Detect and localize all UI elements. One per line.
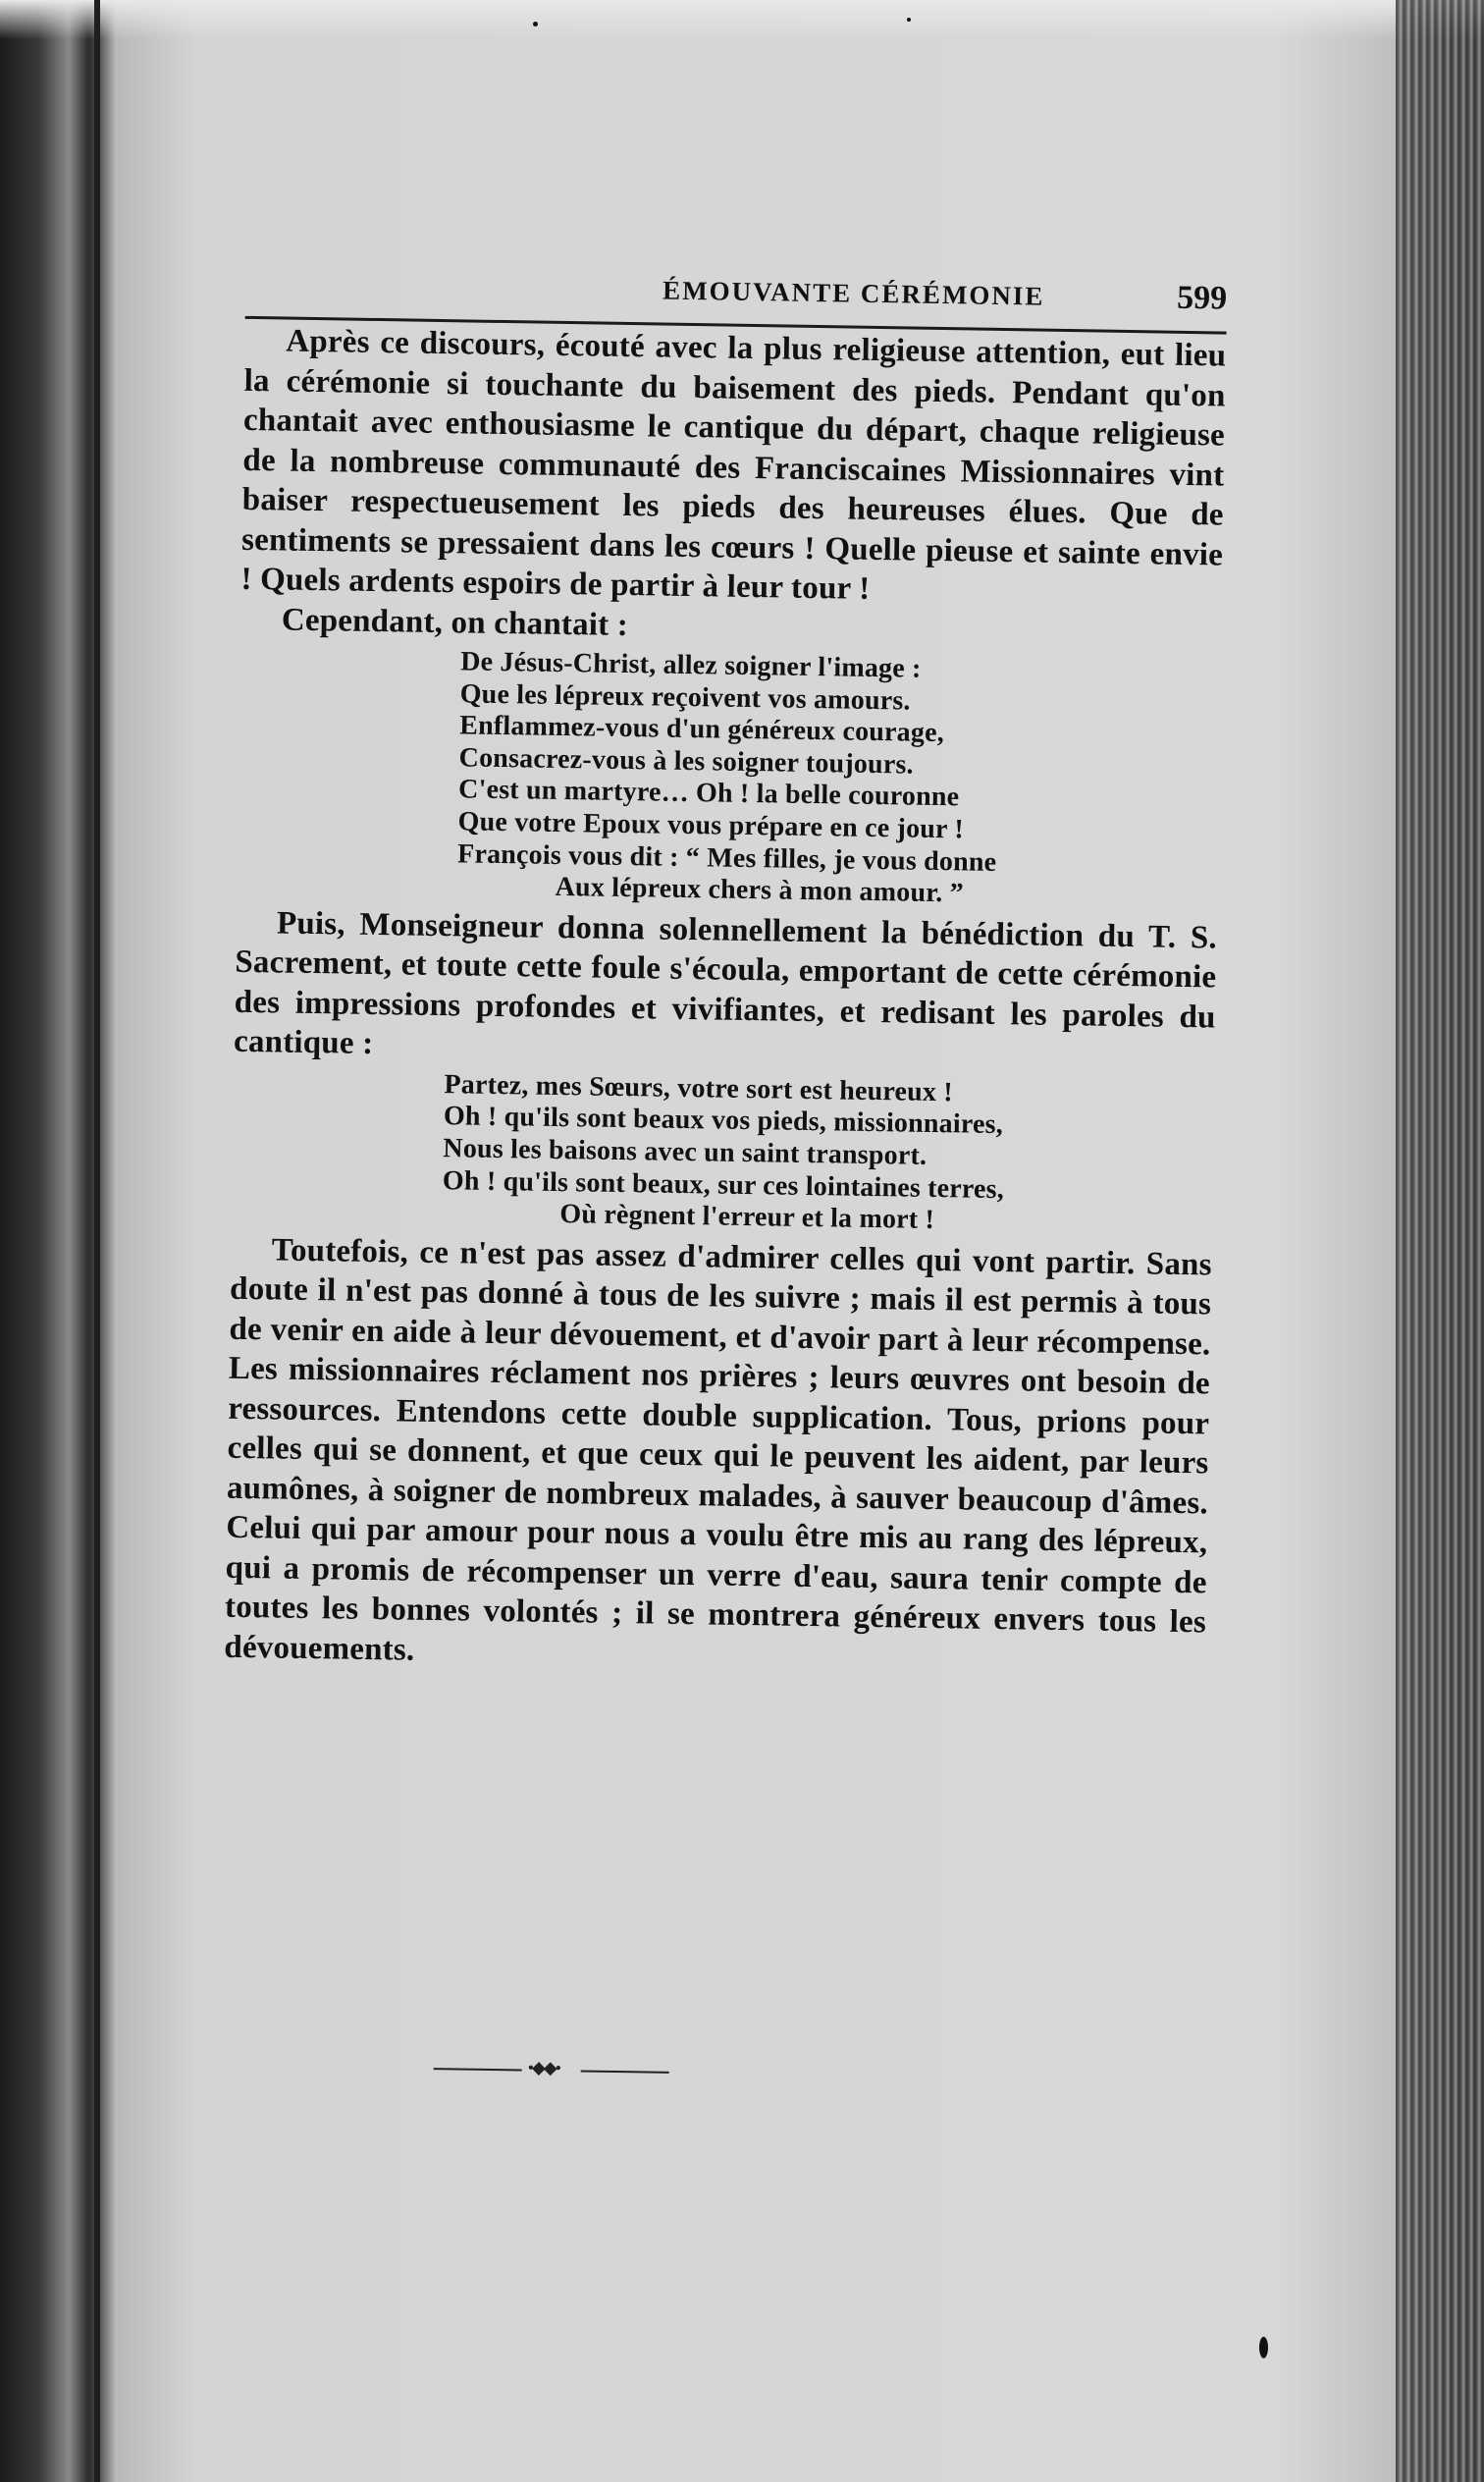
- page-stack-edge: [1396, 0, 1484, 2482]
- verse-line: Que les lépreux reçoivent vos amours.: [459, 677, 911, 717]
- verse-block-1: [456, 646, 1221, 914]
- ink-speck: [533, 22, 538, 27]
- verse-line: Que votre Epoux vous prépare en ce jour !: [457, 806, 965, 845]
- ornament-rule-right: [581, 2070, 669, 2073]
- ornament-rule-left: [434, 2068, 522, 2071]
- verse-block-2: [442, 1069, 1214, 1241]
- verse-line: Enflammez-vous d'un généreux courage,: [458, 710, 945, 749]
- verse-line: Consacrez-vous à les soigner toujours.: [458, 742, 914, 781]
- verse-line: Aux lépreux chers à mon amour. ”: [555, 872, 965, 909]
- verse-line: Où règnent l'erreur et la mort !: [559, 1199, 935, 1236]
- paragraph-ceremony: Après ce discours, écouté avec la plus religieuse attention, eut lieu la cérémonie si touchante du baisement des pieds. Pendant qu'on chantait avec enthousiasme le cantique du départ, chaque religieuse de la nombreuse communauté des Franciscaines Missionnaires vint baiser respectueusement les pieds des heureuses élues. Que de sentiments se pressaient dans les cœurs ! Quelle pieuse et sainte envie ! Quels ardents espoirs de partir à leur tour !: [240, 323, 1227, 607]
- paragraph-benediction: Puis, Monseigneur donna solennellement la bénédiction du T. S. Sacrement, et toute cette foule s'écoula, emportant de cette cérémonie des impressions profondes et vivifiantes, et redisant les paroles du cantique :: [233, 905, 1218, 1062]
- body-text: [224, 321, 1226, 1683]
- paragraph-appeal: Toutefois, ce n'est pas assez d'admirer celles qui vont partir. Sans doute il n'est pas donné à tous de les suivre ; mais il est permis à tous de venir en aide à leur dévouement, et d'avoir part à leur récompense. Les missionnaires réclament nos prières ; leurs œuvres ont besoin de ressources. Entendons cette double supplication. Tous, prions pour celles qui se donnent, et que ceux qui le peuvent les aident, par leurs aumônes, à soigner de nombreux malades, à sauver beaucoup d'âmes. Celui qui par amour pour nous a voulu être mis au rang des lépreux, qui a promis de récompenser un verre d'eau, saura tenir compte de toutes les bonnes volontés ; il se montrera généreux envers tous les dévouements.: [224, 1232, 1212, 1668]
- verse-line: Partez, mes Sœurs, votre sort est heureux !: [444, 1068, 954, 1108]
- book-page: [88, 0, 1404, 2482]
- verse-line: François vous dit : “ Mes filles, je vous donne: [456, 837, 997, 878]
- end-ornament: [434, 2057, 669, 2079]
- ink-speck: [1259, 2337, 1268, 2358]
- paragraph-chant-intro: Cependant, on chantait :: [281, 601, 629, 643]
- verse-line: C'est un martyre… Oh ! la belle couronne: [457, 774, 960, 813]
- verse-line: De Jésus-Christ, allez soigner l'image :: [459, 646, 922, 684]
- ink-speck: [907, 18, 911, 22]
- page-number: 599: [1176, 279, 1228, 317]
- ornament-icon: •◆◆•: [527, 2057, 560, 2078]
- verse-line: Nous les baisons avec un saint transport.: [443, 1133, 928, 1171]
- running-title: ÉMOUVANTE CÉRÉMONIE: [662, 275, 1045, 311]
- verse-line: Oh ! qu'ils sont beaux vos pieds, missionnaires,: [443, 1101, 1004, 1141]
- verse-line: Oh ! qu'ils sont beaux, sur ces lointaines terres,: [442, 1164, 1005, 1205]
